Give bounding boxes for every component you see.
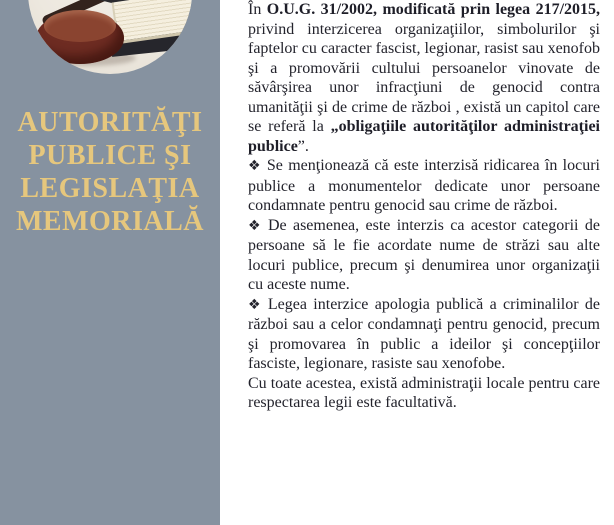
closing-paragraph: Cu toate acestea, există administraţii locale pentru care respectarea legii este facultativă. [248,374,600,411]
bullet-item [248,295,600,374]
slide-title [0,106,220,238]
intro-text: ”. [297,137,309,155]
diamond-bullet-icon: ❖ [248,158,262,174]
law-reference-bold: O.U.G. 31/2002, modificată prin legea 217/2015, [266,1,601,18]
diamond-bullet-icon: ❖ [248,296,263,313]
bullet-item [248,216,600,295]
gavel-book-photo [28,0,192,74]
gavel-icon [44,10,116,42]
slide-title-line: LEGISLAŢIA [20,173,200,204]
bullet-item [248,156,600,216]
bullet-text: Se menţionează că este interzisă ridicarea în locuri publice a monumentelor dedicate unor persoane condamnate pentru genocid sau crime de război. [248,157,600,214]
diamond-bullet-icon: ❖ [248,217,263,234]
bullet-text: Legea interzice apologia publică a criminalilor de război sau a celor condamnaţi pentru genocid, precum şi promovarea în public a ideilor şi concepţiilor fasciste, legionare, rasiste sau xenofobe. [248,295,600,372]
slide-title-line: AUTORITĂŢI [17,107,203,138]
bullet-text: De asemenea, este interzis ca acestor categorii de persoane să le fie acordate nume de străzi sau alte locuri publice, precum şi denumirea unor organizaţii cu aceste nume. [248,216,600,293]
intro-text: În [248,1,267,18]
intro-text: privind interzicerea organizaţiilor, simbolurilor şi faptelor cu caracter fascist, legionar, rasist sau xenofob şi a promovării cultului persoanelor vinovate de săvârşirea unor infracţiuni de genocid contra umanităţii şi de crime de război , există un capitol care se referă la [248,20,600,135]
chapter-reference-bold: „obligaţiile autorităţilor administraţiei publice [248,118,600,155]
intro-paragraph [248,0,600,156]
sidebar [0,0,220,525]
content-area [248,0,600,413]
slide-title-line: MEMORIALĂ [15,206,205,237]
slide-title-line: PUBLICE ŞI [28,140,192,171]
